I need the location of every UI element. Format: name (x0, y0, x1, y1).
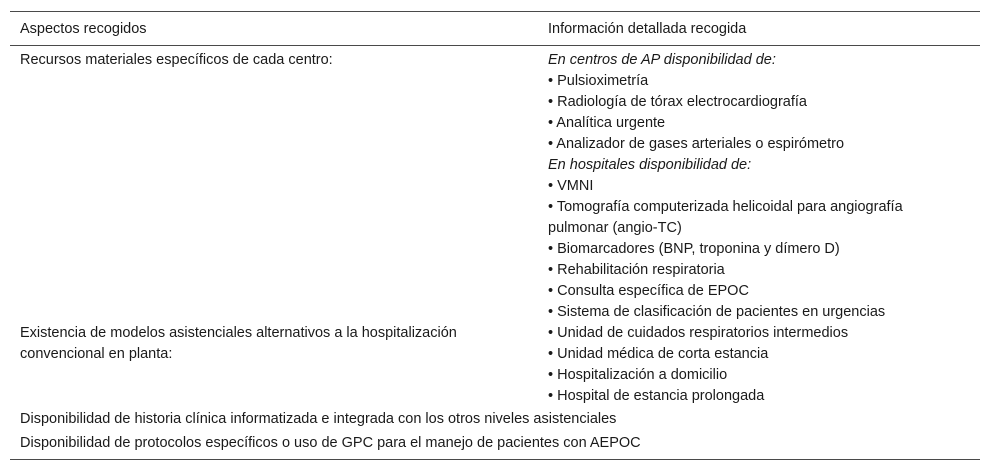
detail-line: • Tomografía computerizada helicoidal para angiografía pulmonar (angio-TC) (548, 199, 903, 236)
detail-line: • Hospital de estancia prolongada (548, 388, 765, 404)
data-table (10, 11, 980, 460)
row-aspect: Existencia de modelos asistenciales alternativos a la hospitalización convencional en planta: (20, 325, 457, 362)
detail-line: • Consulta específica de EPOC (548, 283, 749, 299)
detail-line: • Unidad médica de corta estancia (548, 346, 769, 362)
detail-line: • Sistema de clasificación de pacientes en urgencias (548, 304, 886, 320)
table-row (10, 50, 980, 323)
detail-line: • Analítica urgente (548, 115, 666, 131)
row-details (538, 50, 980, 323)
detail-line: En centros de AP disponibilidad de: (548, 52, 776, 68)
detail-line: • Radiología de tórax electrocardiografía (548, 94, 807, 110)
detail-line: En hospitales disponibilidad de: (548, 157, 752, 173)
row-aspect: Recursos materiales específicos de cada centro: (20, 52, 333, 68)
table-row (10, 323, 980, 407)
full-row-protocolos: Disponibilidad de protocolos específicos o uso de GPC para el manejo de pacientes con AEPOC (20, 435, 641, 451)
header-aspectos: Aspectos recogidos (20, 20, 147, 37)
detail-line: • Biomarcadores (BNP, troponina y dímero D) (548, 241, 840, 257)
detail-line: • Rehabilitación respiratoria (548, 262, 725, 278)
detail-line: • Unidad de cuidados respiratorios intermedios (548, 325, 849, 341)
header-informacion: Información detallada recogida (548, 20, 747, 37)
table-header (10, 12, 980, 46)
row-details (538, 323, 980, 407)
detail-line: • Hospitalización a domicilio (548, 367, 728, 383)
detail-line: • Analizador de gases arteriales o espirómetro (548, 136, 845, 152)
detail-line: • Pulsioximetría (548, 73, 649, 89)
full-row-historia: Disponibilidad de historia clínica informatizada e integrada con los otros niveles asistenciales (20, 411, 617, 427)
detail-line: • VMNI (548, 178, 594, 194)
